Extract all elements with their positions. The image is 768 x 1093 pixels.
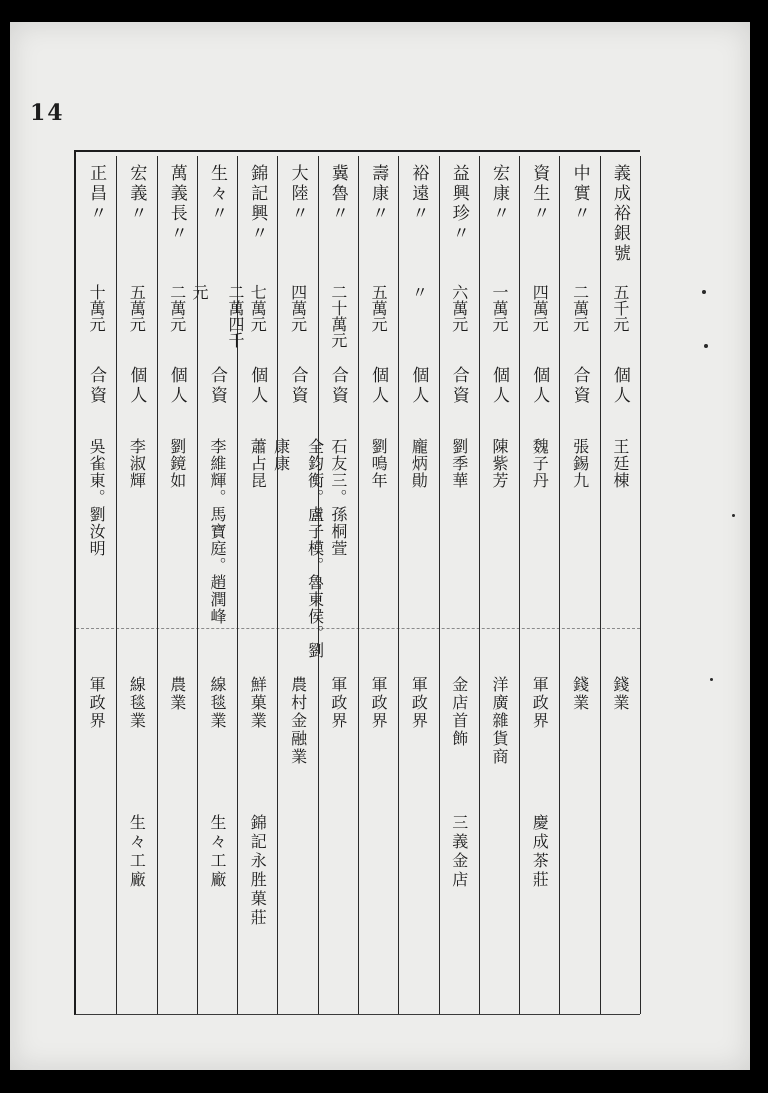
ownership-type: 個人: [529, 366, 550, 406]
table-column: [189, 156, 245, 1014]
business-sector: 線毯業: [127, 676, 147, 730]
business-sector: 鮮菓業: [248, 676, 268, 730]
owner-names: 蕭占昆: [248, 438, 268, 489]
table-column: [519, 156, 560, 1014]
capital-amount: 二萬元: [167, 284, 187, 332]
paper-speck: [710, 678, 713, 681]
paper-speck: [732, 514, 735, 517]
affiliated-business: 生々工廠: [127, 814, 147, 890]
owner-names: 張錫九: [570, 438, 590, 489]
table-column: [559, 156, 600, 1014]
owner-names: 陳紫芳: [489, 438, 509, 489]
company-name: 裕遠〃: [408, 164, 429, 224]
document-page: [10, 22, 750, 1070]
capital-amount: 五千元: [610, 284, 630, 332]
company-name: 義成裕銀號: [609, 164, 630, 264]
table-column: [271, 156, 325, 1014]
ownership-type: 合資: [287, 366, 308, 406]
ownership-type: 個人: [488, 366, 509, 406]
business-sector: 軍政界: [369, 676, 389, 730]
company-name: 冀魯〃: [327, 164, 348, 224]
business-sector: 金店首飾: [449, 676, 469, 748]
table-column: [600, 156, 641, 1014]
paper-speck: [704, 344, 708, 348]
business-sector: 農業: [167, 676, 187, 712]
table-column: [116, 156, 157, 1014]
business-sector: 錢業: [610, 676, 630, 712]
capital-amount: 一萬元: [489, 284, 509, 332]
affiliated-business: [76, 814, 116, 974]
capital-amount: 四萬元: [530, 284, 550, 332]
affiliated-business: 慶成茶莊: [530, 814, 550, 890]
affiliated-business: 錦記永胜菓莊: [248, 814, 268, 928]
company-name: 資生〃: [529, 164, 550, 224]
company-name: 中實〃: [569, 164, 590, 224]
capital-amount: 二萬元: [570, 284, 590, 332]
owner-names: 魏子丹: [530, 438, 550, 489]
affiliated-business: [479, 814, 519, 974]
table-column: [479, 156, 520, 1014]
business-sector: 軍政界: [409, 676, 429, 730]
ownership-type: 個人: [126, 366, 147, 406]
company-name: 大陸〃: [287, 164, 308, 224]
table-column: [439, 156, 480, 1014]
capital-amount: 二十萬元: [328, 284, 348, 348]
company-name: 宏義〃: [126, 164, 147, 224]
page-number: 14: [30, 100, 65, 126]
capital-amount: 二萬四千元: [189, 284, 245, 348]
affiliated-business: [157, 814, 197, 974]
affiliated-business: [358, 814, 398, 974]
owner-names: 劉鏡如: [167, 438, 187, 489]
business-sector: 農村金融業: [288, 676, 308, 766]
company-name: 萬義長〃: [166, 164, 187, 244]
ownership-type: 個人: [247, 366, 268, 406]
ownership-type: 個人: [368, 366, 389, 406]
owner-names: 李維輝。馬寶庭。趙潤峰: [207, 438, 227, 625]
capital-amount: 七萬元: [248, 284, 268, 332]
business-sector: 軍政界: [87, 676, 107, 730]
capital-amount: 五萬元: [369, 284, 389, 332]
affiliated-business: [559, 814, 599, 974]
ownership-type: 合資: [569, 366, 590, 406]
affiliated-business: 三義金店: [449, 814, 469, 890]
capital-amount: 四萬元: [288, 284, 308, 332]
business-sector: 線毯業: [207, 676, 227, 730]
capital-amount: 〃: [409, 284, 429, 300]
owner-names: 李淑輝: [127, 438, 147, 489]
bank-registry-table: [74, 150, 640, 1015]
capital-amount: 六萬元: [449, 284, 469, 332]
ownership-type: 個人: [408, 366, 429, 406]
affiliated-business: 生々工廠: [207, 814, 227, 890]
ownership-type: 合資: [86, 366, 107, 406]
business-sector: 錢業: [570, 676, 590, 712]
company-name: 益興珍〃: [448, 164, 469, 244]
company-name: 正昌〃: [86, 164, 107, 224]
paper-speck: [702, 290, 706, 294]
table-column: [358, 156, 399, 1014]
owner-names: 石友三。孫桐萱: [328, 438, 348, 557]
business-sector: 軍政界: [328, 676, 348, 730]
company-name: 生々〃: [206, 164, 227, 224]
owner-names: 全鈞衡。盧子模。魯東侯。劉康康: [271, 438, 325, 659]
company-name: 錦記興〃: [247, 164, 268, 244]
table-column: [398, 156, 439, 1014]
business-sector: 洋廣雜貨商: [489, 676, 509, 766]
table-column: [76, 156, 117, 1014]
owner-names: 劉鳴年: [369, 438, 389, 489]
affiliated-business: [600, 814, 640, 974]
ownership-type: 個人: [166, 366, 187, 406]
ownership-type: 合資: [206, 366, 227, 406]
table-column: [157, 156, 198, 1014]
ownership-type: 合資: [327, 366, 348, 406]
ownership-type: 合資: [448, 366, 469, 406]
owner-names: 龐炳勛: [409, 438, 429, 489]
affiliated-business: [398, 814, 438, 974]
owner-names: 吳雀東。劉汝明: [87, 438, 107, 557]
owner-names: 王廷棟: [610, 438, 630, 489]
company-name: 壽康〃: [368, 164, 389, 224]
owner-names: 劉季華: [449, 438, 469, 489]
company-name: 宏康〃: [488, 164, 509, 224]
capital-amount: 五萬元: [127, 284, 147, 332]
business-sector: 軍政界: [530, 676, 550, 730]
affiliated-business: [277, 814, 317, 974]
ownership-type: 個人: [609, 366, 630, 406]
affiliated-business: [318, 814, 358, 974]
capital-amount: 十萬元: [87, 284, 107, 332]
